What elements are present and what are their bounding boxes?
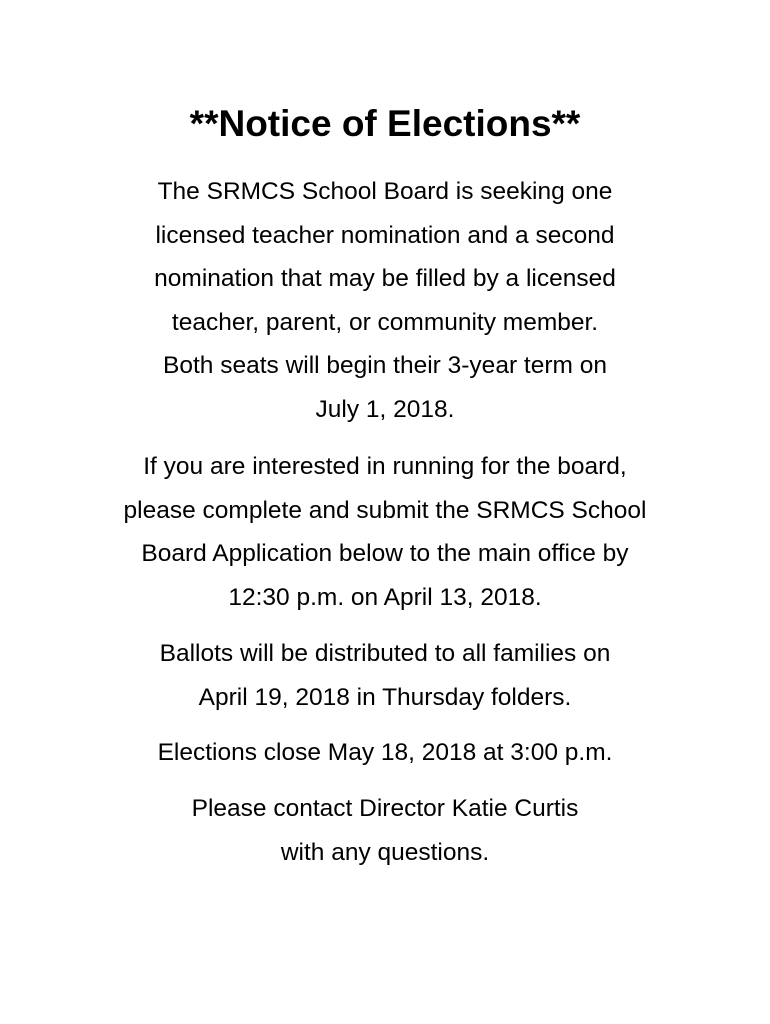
nomination-line: July 1, 2018. xyxy=(315,395,455,423)
contact-line: with any questions. xyxy=(280,838,490,866)
application-line: Board Application below to the main office by xyxy=(141,540,629,567)
nomination-line: nomination that may be filled by a licensed xyxy=(154,265,616,292)
nomination-line: teacher, parent, or community member. xyxy=(171,308,599,336)
nomination-paragraph xyxy=(40,170,730,431)
ballots-line: Ballots will be distributed to all families on xyxy=(159,640,611,667)
ballots-paragraph xyxy=(40,632,730,719)
nomination-line: The SRMCS School Board is seeking one xyxy=(157,178,613,205)
application-paragraph xyxy=(40,445,730,619)
ballots-line: April 19, 2018 in Thursday folders. xyxy=(198,683,572,711)
contact-paragraph xyxy=(40,787,730,874)
application-line: If you are interested in running for the board, xyxy=(143,453,627,480)
application-line: please complete and submit the SRMCS School xyxy=(123,496,647,524)
nomination-line: licensed teacher nomination and a second xyxy=(155,221,615,249)
notice-title: **Notice of Elections** xyxy=(189,103,581,144)
elections-close-paragraph xyxy=(40,731,730,775)
nomination-line: Both seats will begin their 3-year term on xyxy=(163,352,607,379)
contact-line: Please contact Director Katie Curtis xyxy=(191,795,579,822)
elections-close-line: Elections close May 18, 2018 at 3:00 p.m. xyxy=(157,739,613,766)
application-line: 12:30 p.m. on April 13, 2018. xyxy=(228,583,542,611)
